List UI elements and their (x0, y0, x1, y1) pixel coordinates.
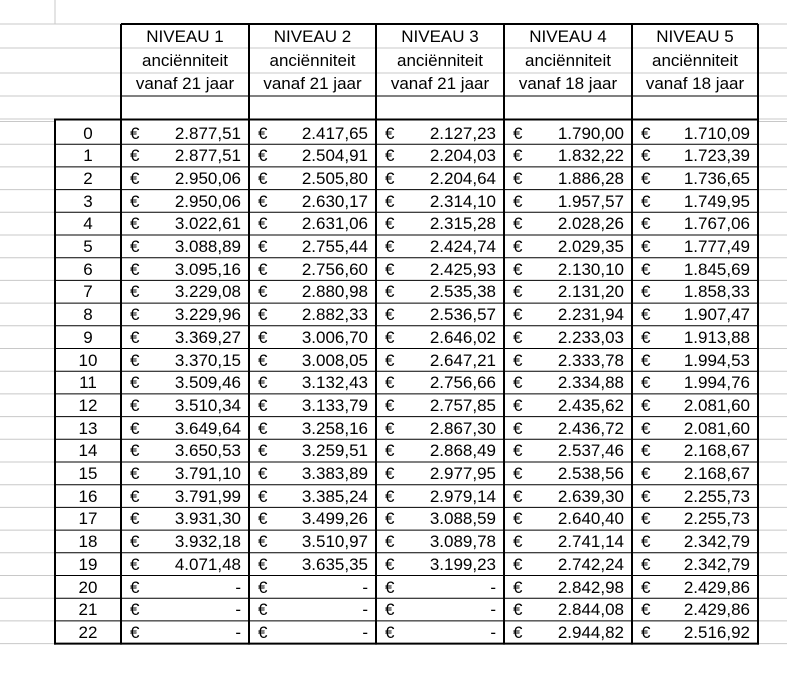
currency-symbol: € (641, 554, 651, 574)
salary-value: 3.199,23 (429, 554, 496, 574)
year-cell: 16 (78, 486, 98, 506)
currency-symbol: € (130, 191, 140, 211)
salary-value: 1.845,69 (683, 259, 750, 279)
currency-symbol: € (258, 554, 268, 574)
salary-value: 2.639,30 (557, 486, 624, 506)
currency-symbol: € (385, 600, 395, 620)
currency-symbol: € (130, 486, 140, 506)
salary-value: 2.130,10 (557, 259, 624, 279)
salary-value: 1.907,47 (683, 305, 750, 325)
currency-symbol: € (513, 327, 523, 347)
currency-symbol: € (513, 259, 523, 279)
currency-symbol: € (385, 486, 395, 506)
salary-value: 3.635,35 (301, 554, 368, 574)
year-cell: 7 (83, 282, 93, 302)
salary-value: 2.646,02 (429, 327, 496, 347)
currency-symbol: € (513, 191, 523, 211)
currency-symbol: € (385, 259, 395, 279)
salary-value: 2.315,28 (429, 214, 496, 234)
column-title: NIVEAU 1 (146, 27, 224, 46)
salary-value: 1.994,53 (683, 350, 750, 370)
currency-symbol: € (513, 577, 523, 597)
year-cell: 13 (78, 418, 98, 438)
salary-value: 1.790,00 (557, 123, 624, 143)
currency-symbol: € (385, 577, 395, 597)
salary-value: 2.842,98 (557, 577, 624, 597)
currency-symbol: € (513, 237, 523, 256)
currency-symbol: € (130, 168, 140, 188)
currency-symbol: € (513, 282, 523, 302)
currency-symbol: € (641, 327, 651, 347)
salary-value: 2.757,85 (429, 395, 496, 415)
salary-value: 1.767,06 (683, 214, 750, 234)
salary-value: 2.131,20 (557, 282, 624, 302)
currency-symbol: € (258, 350, 268, 370)
salary-value: 2.204,03 (429, 146, 496, 166)
salary-value: 2.505,80 (301, 168, 368, 188)
salary-value: 1.723,39 (683, 146, 750, 166)
year-cell: 21 (78, 600, 98, 620)
year-cell: 17 (78, 509, 98, 529)
currency-symbol: € (130, 237, 140, 256)
salary-value: 2.436,72 (557, 418, 624, 438)
salary-value: - (235, 622, 241, 642)
salary-value: 3.499,26 (301, 509, 368, 529)
currency-symbol: € (385, 350, 395, 370)
column-subtitle: anciënniteit (651, 51, 738, 70)
salary-value: 2.944,82 (557, 622, 624, 642)
salary-value: 2.742,24 (557, 554, 624, 574)
salary-value: 1.913,88 (683, 327, 750, 347)
year-cell: 11 (79, 373, 97, 393)
salary-value: 2.417,65 (301, 123, 368, 143)
salary-value: 2.756,66 (429, 373, 496, 393)
currency-symbol: € (513, 509, 523, 529)
salary-value: 1.957,57 (557, 191, 624, 211)
salary-value: 1.777,49 (683, 237, 750, 256)
currency-symbol: € (130, 395, 140, 415)
salary-value: 2.424,74 (429, 237, 496, 256)
salary-value: 2.255,73 (683, 509, 750, 529)
currency-symbol: € (641, 214, 651, 234)
salary-value: 2.342,79 (683, 532, 750, 552)
salary-value: 3.229,96 (174, 305, 241, 325)
year-cell: 20 (78, 577, 98, 597)
salary-value: 2.630,17 (301, 191, 368, 211)
salary-value: 2.255,73 (683, 486, 750, 506)
currency-symbol: € (258, 237, 268, 256)
currency-symbol: € (385, 395, 395, 415)
year-cell: 4 (83, 214, 93, 234)
salary-value: 2.537,46 (557, 441, 624, 461)
currency-symbol: € (641, 282, 651, 302)
salary-value: 3.370,15 (174, 350, 241, 370)
currency-symbol: € (641, 509, 651, 529)
salary-value: 2.868,49 (429, 441, 496, 461)
year-cell: 2 (83, 168, 93, 188)
currency-symbol: € (641, 577, 651, 597)
currency-symbol: € (641, 373, 651, 393)
currency-symbol: € (385, 214, 395, 234)
currency-symbol: € (130, 146, 140, 166)
year-cell: 19 (78, 554, 98, 574)
salary-value: 2.081,60 (683, 395, 750, 415)
salary-value: 3.095,16 (174, 259, 241, 279)
salary-value: 2.516,92 (683, 622, 750, 642)
currency-symbol: € (130, 577, 140, 597)
salary-value: 3.132,43 (301, 373, 368, 393)
currency-symbol: € (258, 259, 268, 279)
salary-value: 2.429,86 (683, 577, 750, 597)
currency-symbol: € (385, 327, 395, 347)
column-age-note: vanaf 21 jaar (135, 74, 235, 93)
column-age-note: vanaf 18 jaar (518, 74, 618, 93)
year-cell: 9 (83, 327, 93, 347)
salary-value: 3.510,97 (301, 532, 368, 552)
salary-value: - (235, 577, 241, 597)
salary-value: 3.791,99 (174, 486, 241, 506)
currency-symbol: € (385, 123, 395, 143)
year-cell: 3 (83, 191, 93, 211)
salary-value: - (490, 577, 496, 597)
salary-value: 2.425,93 (429, 259, 496, 279)
currency-symbol: € (641, 464, 651, 483)
salary-value: 2.029,35 (557, 237, 624, 256)
currency-symbol: € (130, 554, 140, 574)
salary-value: 2.334,88 (557, 373, 624, 393)
salary-value: 2.950,06 (174, 191, 241, 211)
salary-value: 3.510,34 (174, 395, 241, 415)
currency-symbol: € (385, 373, 395, 393)
column-subtitle: anciënniteit (141, 51, 228, 70)
currency-symbol: € (513, 532, 523, 552)
salary-value: 1.994,76 (683, 373, 750, 393)
salary-value: 2.877,51 (174, 123, 241, 143)
currency-symbol: € (258, 600, 268, 620)
salary-value: 2.429,86 (683, 600, 750, 620)
currency-symbol: € (385, 464, 395, 483)
currency-symbol: € (258, 577, 268, 597)
currency-symbol: € (641, 532, 651, 552)
column-age-note: vanaf 21 jaar (390, 74, 490, 93)
year-cell: 6 (83, 259, 93, 279)
currency-symbol: € (385, 191, 395, 211)
column-title: NIVEAU 3 (401, 27, 479, 46)
salary-value: 3.088,59 (429, 509, 496, 529)
currency-symbol: € (513, 622, 523, 642)
salary-value: 2.741,14 (557, 532, 624, 552)
salary-value: 2.028,26 (557, 214, 624, 234)
year-cell: 1 (83, 146, 93, 166)
salary-value: 2.204,64 (429, 168, 496, 188)
currency-symbol: € (385, 554, 395, 574)
currency-symbol: € (641, 123, 651, 143)
salary-value: 2.333,78 (557, 350, 624, 370)
salary-value: 2.979,14 (429, 486, 496, 506)
currency-symbol: € (258, 622, 268, 642)
currency-symbol: € (258, 123, 268, 143)
salary-value: 3.088,89 (174, 237, 241, 256)
salary-value: 2.844,08 (557, 600, 624, 620)
salary-value: 3.385,24 (301, 486, 368, 506)
currency-symbol: € (130, 441, 140, 461)
currency-symbol: € (641, 622, 651, 642)
currency-symbol: € (130, 282, 140, 302)
currency-symbol: € (130, 305, 140, 325)
currency-symbol: € (258, 441, 268, 461)
salary-value: 2.867,30 (429, 418, 496, 438)
salary-value: 4.071,48 (174, 554, 241, 574)
currency-symbol: € (258, 146, 268, 166)
currency-symbol: € (258, 486, 268, 506)
salary-value: 3.258,16 (301, 418, 368, 438)
salary-value: 3.229,08 (174, 282, 241, 302)
salary-value: 2.640,40 (557, 509, 624, 529)
currency-symbol: € (513, 123, 523, 143)
currency-symbol: € (385, 532, 395, 552)
currency-symbol: € (513, 373, 523, 393)
salary-value: 2.647,21 (429, 350, 496, 370)
currency-symbol: € (641, 237, 651, 256)
currency-symbol: € (258, 282, 268, 302)
currency-symbol: € (513, 486, 523, 506)
currency-symbol: € (385, 146, 395, 166)
currency-symbol: € (258, 191, 268, 211)
currency-symbol: € (513, 600, 523, 620)
currency-symbol: € (513, 168, 523, 188)
currency-symbol: € (130, 464, 140, 483)
currency-symbol: € (385, 418, 395, 438)
currency-symbol: € (513, 554, 523, 574)
salary-value: 2.536,57 (429, 305, 496, 325)
currency-symbol: € (258, 327, 268, 347)
salary-value: 3.006,70 (301, 327, 368, 347)
currency-symbol: € (641, 418, 651, 438)
salary-value: 2.535,38 (429, 282, 496, 302)
salary-value: 2.081,60 (683, 418, 750, 438)
currency-symbol: € (641, 191, 651, 211)
currency-symbol: € (258, 168, 268, 188)
currency-symbol: € (641, 305, 651, 325)
salary-value: 1.832,22 (557, 146, 624, 166)
currency-symbol: € (513, 395, 523, 415)
column-age-note: vanaf 21 jaar (263, 74, 362, 93)
currency-symbol: € (258, 418, 268, 438)
salary-value: 2.880,98 (301, 282, 368, 302)
currency-symbol: € (513, 350, 523, 370)
salary-value: 3.089,78 (429, 532, 496, 552)
salary-value: - (362, 622, 368, 642)
salary-value: 2.168,67 (683, 441, 750, 461)
salary-value: 2.950,06 (174, 168, 241, 188)
currency-symbol: € (641, 486, 651, 506)
salary-value: 2.755,44 (301, 237, 368, 256)
currency-symbol: € (513, 418, 523, 438)
currency-symbol: € (513, 214, 523, 234)
salary-value: 3.931,30 (174, 509, 241, 529)
salary-value: 3.649,64 (174, 418, 241, 438)
currency-symbol: € (641, 259, 651, 279)
salary-value: - (362, 577, 368, 597)
year-cell: 18 (78, 532, 98, 552)
currency-symbol: € (385, 441, 395, 461)
currency-symbol: € (130, 532, 140, 552)
salary-value: - (490, 600, 496, 620)
salary-value: 2.631,06 (301, 214, 368, 234)
currency-symbol: € (258, 509, 268, 529)
currency-symbol: € (513, 305, 523, 325)
currency-symbol: € (385, 305, 395, 325)
year-cell: 5 (83, 237, 93, 256)
column-subtitle: anciënniteit (269, 51, 356, 70)
currency-symbol: € (130, 350, 140, 370)
currency-symbol: € (513, 464, 523, 483)
currency-symbol: € (385, 168, 395, 188)
currency-symbol: € (130, 123, 140, 143)
salary-value: 3.509,46 (174, 373, 241, 393)
currency-symbol: € (130, 373, 140, 393)
salary-value: 3.932,18 (174, 532, 241, 552)
currency-symbol: € (513, 146, 523, 166)
salary-value: 2.231,94 (557, 305, 624, 325)
salary-value: 3.008,05 (301, 350, 368, 370)
year-cell: 14 (78, 441, 98, 461)
currency-symbol: € (258, 464, 268, 483)
salary-value: - (490, 622, 496, 642)
salary-value: 2.127,23 (429, 123, 496, 143)
column-title: NIVEAU 2 (273, 27, 352, 46)
salary-value: 2.882,33 (301, 305, 368, 325)
salary-value: 1.858,33 (683, 282, 750, 302)
year-cell: 15 (78, 464, 98, 483)
salary-value: 2.877,51 (174, 146, 241, 166)
currency-symbol: € (385, 282, 395, 302)
currency-symbol: € (258, 395, 268, 415)
column-title: NIVEAU 4 (529, 27, 607, 46)
currency-symbol: € (130, 418, 140, 438)
salary-value: 1.886,28 (557, 168, 624, 188)
salary-value: 3.383,89 (301, 464, 368, 483)
currency-symbol: € (385, 237, 395, 256)
salary-value: 2.756,60 (301, 259, 368, 279)
salary-value: 2.342,79 (683, 554, 750, 574)
year-cell: 0 (83, 123, 93, 143)
salary-value: 2.233,03 (557, 327, 624, 347)
salary-value: 2.977,95 (429, 464, 496, 483)
salary-value: 3.259,51 (301, 441, 368, 461)
year-cell: 8 (83, 305, 93, 325)
salary-value: 3.369,27 (174, 327, 241, 347)
currency-symbol: € (130, 509, 140, 529)
salary-value: 2.538,56 (557, 464, 624, 483)
salary-value: 2.435,62 (557, 395, 624, 415)
column-age-note: vanaf 18 jaar (645, 74, 745, 93)
currency-symbol: € (258, 305, 268, 325)
salary-value: 3.650,53 (174, 441, 241, 461)
currency-symbol: € (385, 509, 395, 529)
currency-symbol: € (641, 600, 651, 620)
year-cell: 12 (78, 395, 98, 415)
currency-symbol: € (641, 441, 651, 461)
currency-symbol: € (385, 622, 395, 642)
salary-value: - (362, 600, 368, 620)
currency-symbol: € (258, 214, 268, 234)
currency-symbol: € (641, 168, 651, 188)
salary-value: 1.710,09 (683, 123, 750, 143)
currency-symbol: € (641, 146, 651, 166)
salary-value: 3.133,79 (301, 395, 368, 415)
currency-symbol: € (513, 441, 523, 461)
salary-value: 2.504,91 (301, 146, 368, 166)
currency-symbol: € (130, 327, 140, 347)
salary-value: 2.168,67 (683, 464, 750, 483)
currency-symbol: € (130, 600, 140, 620)
salary-value: - (235, 600, 241, 620)
year-cell: 10 (78, 350, 98, 370)
currency-symbol: € (130, 622, 140, 642)
year-cell: 22 (78, 622, 98, 642)
currency-symbol: € (130, 214, 140, 234)
currency-symbol: € (258, 532, 268, 552)
salary-value: 3.022,61 (174, 214, 241, 234)
column-subtitle: anciënniteit (524, 51, 611, 70)
currency-symbol: € (130, 259, 140, 279)
currency-symbol: € (258, 373, 268, 393)
salary-value: 2.314,10 (429, 191, 496, 211)
salary-value: 1.749,95 (683, 191, 750, 211)
currency-symbol: € (641, 395, 651, 415)
column-subtitle: anciënniteit (396, 51, 483, 70)
salary-value: 1.736,65 (683, 168, 750, 188)
salary-value: 3.791,10 (174, 464, 241, 483)
currency-symbol: € (641, 350, 651, 370)
column-title: NIVEAU 5 (656, 27, 734, 46)
